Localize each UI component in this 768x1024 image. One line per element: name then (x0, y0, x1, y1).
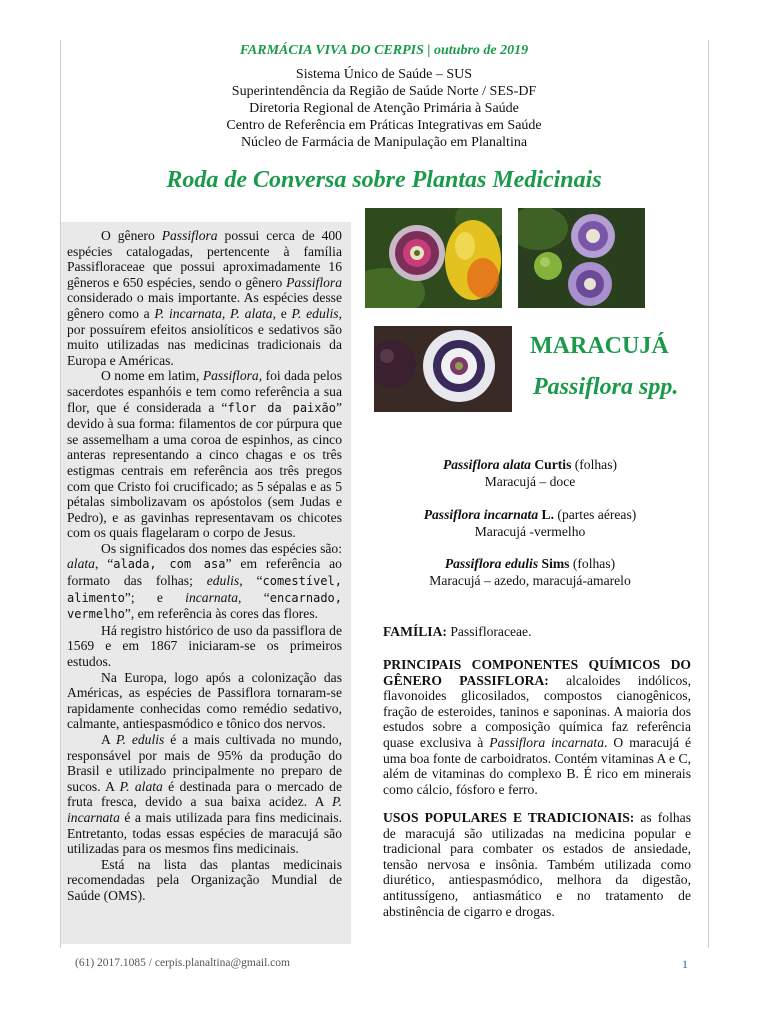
paragraph: Está na lista das plantas medicinais recomendadas pela Organização Mundial de Saúde (OMS). (67, 856, 342, 903)
species-entry (365, 506, 695, 540)
plant-scientific-name: Passiflora spp. (533, 374, 679, 400)
institution-line: Sistema Único de Saúde – SUS (295, 67, 473, 82)
plant-common-name: MARACUJÁ (530, 333, 669, 359)
footer-contact: (61) 2017.1085 / cerpis.planaltina@gmail.com (75, 957, 290, 969)
species-common-name: Maracujá – doce (484, 474, 576, 489)
institution-line: Superintendência da Região de Saúde Norte / SES-DF (231, 84, 537, 99)
paragraph: Os significados dos nomes das espécies são: alata, “alada, com asa” em referência ao formato das folhas; edulis, “comestível, alimento”; e incarnata, “encarnado, vermelho”, em referência às cores das flores. (67, 540, 342, 622)
species-common-name: Maracujá -vermelho (474, 524, 586, 539)
species-common-name: Maracujá – azedo, maracujá-amarelo (429, 573, 631, 588)
species-name-line: Passiflora incarnata L. (partes aéreas) (423, 507, 637, 522)
institution-lines (0, 66, 768, 151)
paragraph: Há registro histórico de uso da passiflora de 1569 e em 1867 iniciaram-se os primeiros estudos. (67, 622, 342, 670)
traditional-uses-section: USOS POPULARES E TRADICIONAIS: as folhas de maracujá são utilizadas na medicina popular e tradicional para combater os estados de ansiedade, tensão nervosa e insônia. Também utilizada como diurético, antiespasmódico, melhora da digestão, antitussígeno, antiasmático e no tratamento de abstinência de cigarro e drogas. (383, 810, 692, 919)
page-number: 1 (682, 957, 688, 971)
institution-line: Centro de Referência em Práticas Integrativas em Saúde (226, 118, 542, 133)
passiflora-photo-purple-flowers (518, 208, 645, 308)
passiflora-photo-fruit-flower (374, 326, 512, 412)
institution-line: Núcleo de Farmácia de Manipulação em Planaltina (240, 135, 528, 150)
intro-text-box (61, 222, 351, 944)
section-heading: PRINCIPAIS COMPONENTES QUÍMICOS DO GÊNERO PASSIFLORA: (383, 657, 691, 688)
species-entry (365, 555, 695, 589)
passiflora-photo-flower-fruit (365, 208, 502, 308)
chemical-components-section: PRINCIPAIS COMPONENTES QUÍMICOS DO GÊNERO PASSIFLORA: alcaloides indólicos, flavonoides glicosilados, compostos cianogênicos, fração de esteroides, taninos e saponinas. A maioria dos estudos sobre a composição química faz referência quase exclusiva à Passiflora incarnata. O maracujá é uma boa fonte de carboidratos. Contém vitaminas A e C, além de vitaminas do complexo B. É rico em minerais como cálcio, fósforo e ferro. (383, 657, 692, 797)
species-name-line: Passiflora edulis Sims (folhas) (444, 556, 616, 571)
paragraph: Na Europa, logo após a colonização das Américas, as espécies de Passiflora tornaram-se rapidamente conhecidas como remédio sedativo, calmante, antiespasmódico e tônico dos nervos. (67, 669, 342, 732)
species-entry (365, 456, 695, 490)
paragraph: A P. edulis é a mais cultivada no mundo, responsável por mais de 95% da produção do Brasil e utilizado principalmente no preparo de sucos. A P. alata é destinada para o mercado de fruta fresca, devido a sua baixa acidez. A P. incarnata é a mais utilizada para fins medicinais. Entretanto, todas essas espécies de maracujá são utilizadas para os mesmos fins medicinais. (67, 732, 342, 857)
paragraph: O nome em latim, Passiflora, foi dada pelos sacerdotes espanhóis e tem como referência a sua flor, que é considerada a “flor da paixão” devido à sua forma: filamentos de cor púrpura que se assemelham a uma coroa de espinhos, as cinco anteras representando a cinco chagas e os três estigmas centrais em referência aos três pregos com que Cristo foi crucificado; as 5 sépalas e as 5 pétalas simbolizavam os apóstolos (sem Judas e Pedro), e as gavinhas representavam os chicotes com os quais flagelaram o corpo de Jesus. (67, 368, 342, 541)
species-name-line: Passiflora alata Curtis (folhas) (442, 457, 618, 472)
familia-label: FAMÍLIA: (383, 624, 447, 639)
newsletter-header: FARMÁCIA VIVA DO CERPIS | outubro de 2019 (239, 43, 529, 58)
familia-section (383, 624, 691, 640)
paragraph: O gênero Passiflora possui cerca de 400 espécies catalogadas, pertencente à família Passifloraceae que possui aproximadamente 16 gêneros e 650 espécies, sendo o gênero Passiflora considerado o mais importante. As espécies desse gênero como a P. incarnata, P. alata, e P. edulis, por possuírem efeitos ansiolíticos e sedativos são muito utilizadas nas medicinas tradicionais da Europa e Américas. (67, 228, 342, 368)
familia-value: Passifloraceae. (446, 624, 532, 639)
page-title: Roda de Conversa sobre Plantas Medicinais (166, 167, 602, 193)
institution-line: Diretoria Regional de Atenção Primária à Saúde (249, 101, 519, 116)
section-heading: USOS POPULARES E TRADICIONAIS: (383, 810, 635, 825)
